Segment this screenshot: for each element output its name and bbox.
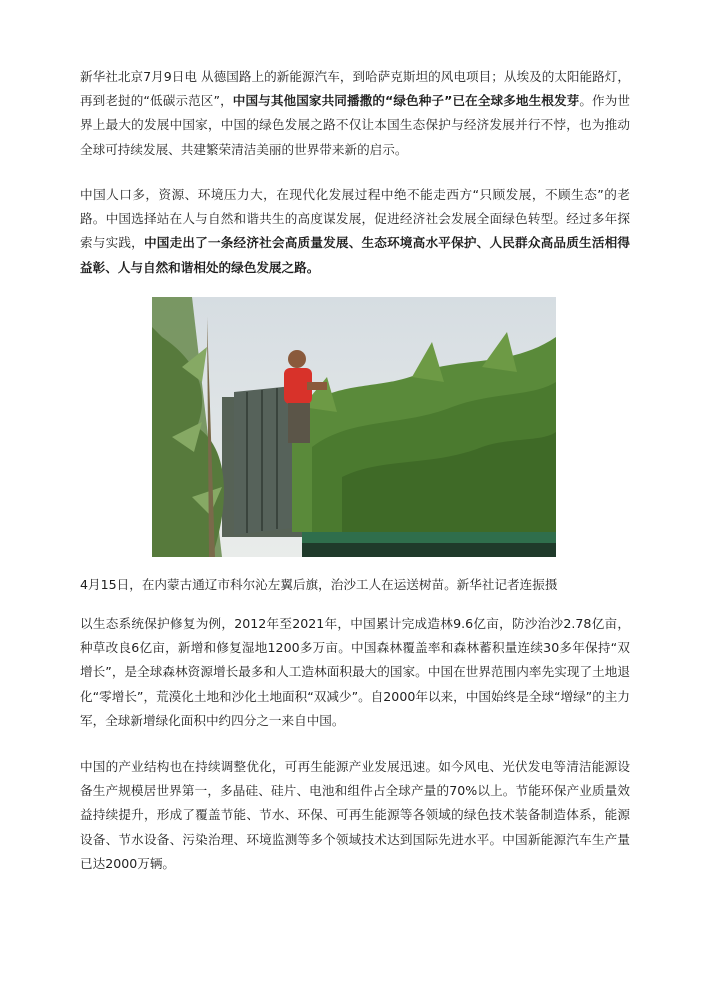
paragraph-green-path	[80, 183, 630, 280]
paragraph-intro	[80, 65, 630, 162]
paragraph-ecology-restoration: 以生态系统保护修复为例，2012年至2021年，中国累计完成造林9.6亿亩，防沙治沙2.78亿亩，种草改良6亿亩，新增和修复湿地1200多万亩。中国森林覆盖率和森林蓄积量连续30多年保持“双增长”，是全球森林资源增长最多和人工造林面积最大的国家。中国在世界范围内率先实现了土地退化“零增长”，荒漠化土地和沙化土地面积“双减少”。自2000年以来，中国始终是全球“增绿”的主力军，全球新增绿化面积中约四分之一来自中国。	[80, 616, 630, 728]
intro-text-1: 新华社北京7月9日电 从德国路上的新能源汽车，到哈萨克斯坦的风电项目；从埃及的太阳能路灯，再到老挝的“低碳示范区”，	[80, 69, 630, 109]
photo-tree-seedlings-truck-icon	[152, 297, 556, 557]
intro-text-2: 。作为世界上最大的发展中国家，中国的绿色发展之路不仅让本国生态保护与经济发展并行不悖，也为推动全球可持续发展、共建繁荣清洁美丽的世界带来新的启示。	[80, 93, 630, 157]
green-path-text: 中国人口多，资源、环境压力大，在现代化发展过程中绝不能走西方“只顾发展，不顾生态”的老路。中国选择站在人与自然和谐共生的高度谋发展，促进经济社会发展全面绿色转型。经过多年探索与实践，	[80, 187, 630, 251]
green-path-bold: 中国走出了一条经济社会高质量发展、生态环境高水平保护、人民群众高品质生活相得益彰、人与自然和谐相处的绿色发展之路。	[80, 235, 631, 275]
paragraph-industry-structure: 中国的产业结构也在持续调整优化，可再生能源产业发展迅速。如今风电、光伏发电等清洁能源设备生产规模居世界第一，多晶硅、硅片、电池和组件占全球产量的70%以上。节能环保产业质量效益持续提升，形成了覆盖节能、节水、环保、可再生能源等各领域的绿色技术装备制造体系，能源设备、节水设备、污染治理、环境监测等多个领域技术达到国际先进水平。中国新能源汽车生产量已达2000万辆。	[80, 759, 630, 871]
photo-caption: 4月15日，在内蒙古通辽市科尔沁左翼后旗，治沙工人在运送树苗。新华社记者连振摄	[80, 577, 558, 592]
intro-bold: 中国与其他国家共同播撒的“绿色种子”已在全球多地生根发芽	[232, 93, 580, 109]
news-photo	[152, 297, 556, 557]
